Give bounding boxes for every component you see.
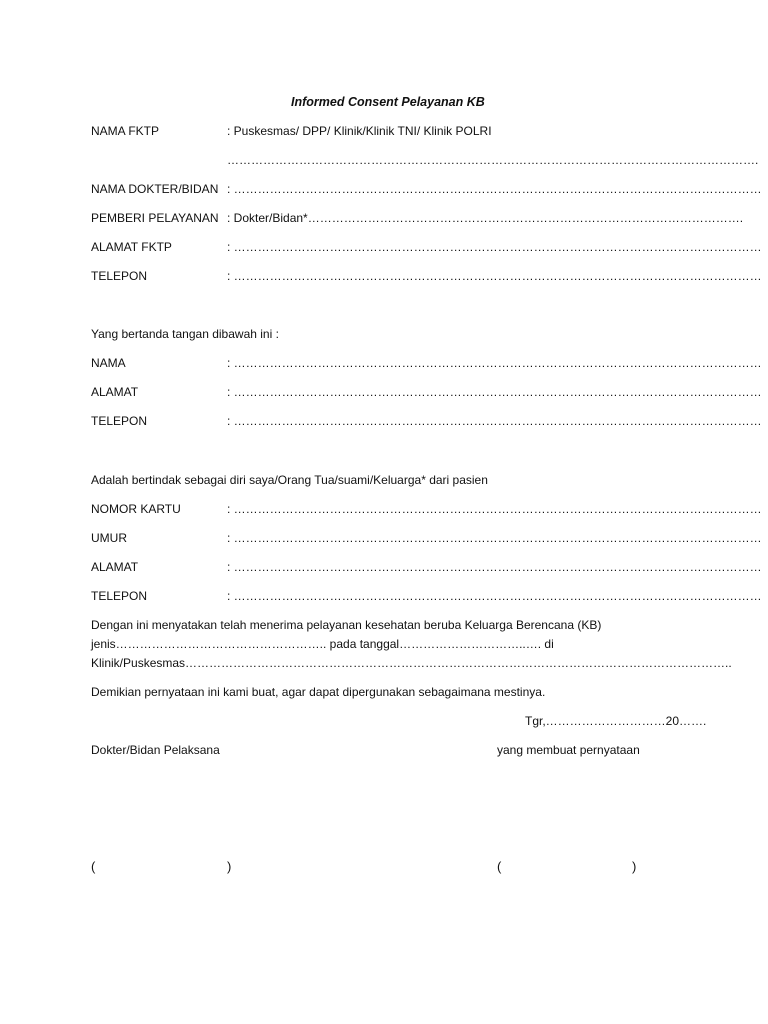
doctor-signature-open-paren: ( bbox=[91, 859, 96, 874]
signer-signature-close-paren: ) bbox=[632, 859, 637, 874]
patient-phone-value: : …………………………………………………………………………………………………………………… bbox=[227, 589, 762, 603]
age-value: : …………………………………………………………………………………………………………………… bbox=[227, 531, 762, 545]
doctor-name-label: NAMA DOKTER/BIDAN bbox=[91, 182, 219, 196]
statement-line-1: Dengan ini menyatakan telah menerima pelayanan kesehatan beruba Keluarga Berencana (KB) bbox=[91, 618, 602, 632]
provider-label: PEMBERI PELAYANAN bbox=[91, 211, 219, 225]
facility-phone-label: TELEPON bbox=[91, 269, 148, 283]
statement-line-2: jenis…………………………………………….. pada tanggal…………………………..…. di bbox=[91, 637, 554, 651]
doctor-name-value: : …………………………………………………………………………………………………………………… bbox=[227, 182, 762, 196]
facility-address-label: ALAMAT FKTP bbox=[91, 240, 172, 254]
facility-name-label: NAMA FKTP bbox=[91, 124, 160, 138]
card-number-label: NOMOR KARTU bbox=[91, 502, 181, 516]
patient-address-value: : …………………………………………………………………………………………………………………… bbox=[227, 560, 762, 574]
age-label: UMUR bbox=[91, 531, 127, 545]
facility-name-continuation: ……………………………………………………………………………………………………………………. bbox=[227, 153, 759, 167]
closing-statement: Demikian pernyataan ini kami buat, agar dapat dipergunakan sebagaimana mestinya. bbox=[91, 685, 546, 699]
signer-phone-label: TELEPON bbox=[91, 414, 148, 428]
signer-address-value: : …………………………………………………………………………………………………………………… bbox=[227, 385, 762, 399]
signer-signature-open-paren: ( bbox=[497, 859, 502, 874]
place-date: Tgr,…………………………20……. bbox=[525, 714, 707, 728]
doctor-signature-close-paren: ) bbox=[227, 859, 232, 874]
patient-address-label: ALAMAT bbox=[91, 560, 139, 574]
signer-address-label: ALAMAT bbox=[91, 385, 139, 399]
facility-name-value: : Puskesmas/ DPP/ Klinik/Klinik TNI/ Klinik POLRI bbox=[227, 124, 492, 138]
facility-phone-value: : …………………………………………………………………………………………………………………… bbox=[227, 269, 762, 283]
signer-intro: Yang bertanda tangan dibawah ini : bbox=[91, 327, 279, 341]
patient-intro: Adalah bertindak sebagai diri saya/Orang Tua/suami/Keluarga* dari pasien bbox=[91, 473, 488, 487]
signer-phone-value: : …………………………………………………………………………………………………………………… bbox=[227, 414, 762, 428]
form-title: Informed Consent Pelayanan KB bbox=[291, 95, 485, 109]
signer-signature-label: yang membuat pernyataan bbox=[497, 743, 640, 757]
provider-value: : Dokter/Bidan*………………………………………………………………………………………………. bbox=[227, 211, 744, 225]
card-number-value: : …………………………………………………………………………………………………………………… bbox=[227, 502, 762, 516]
signer-name-label: NAMA bbox=[91, 356, 126, 370]
statement-line-3: Klinik/Puskesmas……………………………………………………………………………………………………………………….. bbox=[91, 656, 732, 670]
facility-address-value: : …………………………………………………………………………………………………………………… bbox=[227, 240, 762, 254]
doctor-signature-label: Dokter/Bidan Pelaksana bbox=[91, 743, 220, 757]
signer-name-value: : …………………………………………………………………………………………………………………… bbox=[227, 356, 762, 370]
patient-phone-label: TELEPON bbox=[91, 589, 148, 603]
